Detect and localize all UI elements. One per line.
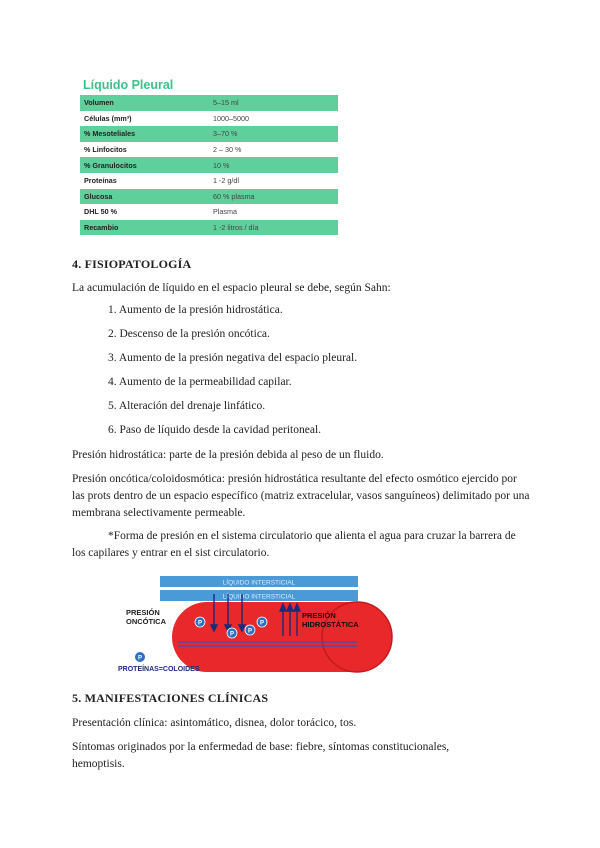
underlying-symptoms: Síntomas originados por la enfermedad de base: fiebre, síntomas constitucionales, hemoptisis. bbox=[72, 741, 450, 770]
clinical-presentation: Presentación clínica: asintomático, disnea, dolor torácico, tos. bbox=[72, 717, 357, 729]
protein-marker-label: P bbox=[247, 628, 253, 635]
list-item: 1. Aumento de la presión hidrostática. bbox=[108, 304, 283, 316]
list-item: 6. Paso de líquido desde la cavidad peritoneal. bbox=[108, 424, 322, 436]
row-value: 1000–5000 bbox=[209, 111, 338, 127]
hydrostatic-arrows bbox=[280, 604, 300, 636]
row-value: 1 -2 litros / día bbox=[209, 220, 338, 236]
section5-heading: 5. MANIFESTACIONES CLÍNICAS bbox=[72, 691, 269, 705]
list-item: 2. Descenso de la presión oncótica. bbox=[108, 328, 270, 340]
row-label: Volumen bbox=[80, 95, 209, 111]
protein-marker-label: P bbox=[229, 631, 235, 638]
row-label: % Linfocitos bbox=[80, 142, 209, 158]
legend-marker-label: P bbox=[137, 655, 143, 662]
table-row bbox=[80, 157, 338, 173]
table-row bbox=[80, 189, 338, 205]
row-label: Recambio bbox=[80, 220, 209, 236]
row-value: 1 -2 g/dl bbox=[209, 173, 338, 189]
row-value: 60 % plasma bbox=[209, 189, 338, 205]
row-label: DHL 50 % bbox=[80, 204, 209, 220]
row-label: Glucosa bbox=[80, 189, 209, 205]
band-1-label: LÍQUIDO INTERSTICIAL bbox=[222, 579, 296, 587]
row-value: 3–70 % bbox=[209, 126, 338, 142]
oncotic-note: *Forma de presión en el sistema circulatorio que alienta el agua para cruzar la barrera de los capilares y entrar en el sist circulatorio. bbox=[72, 530, 516, 559]
list-item: 5. Alteración del drenaje linfático. bbox=[108, 400, 266, 412]
row-value: 2 – 30 % bbox=[209, 142, 338, 158]
row-value: 5–15 ml bbox=[209, 95, 338, 111]
row-label: % Mesoteliales bbox=[80, 126, 209, 142]
legend-label: PROTEÍNAS=COLOIDES bbox=[118, 666, 200, 673]
list-item: 4. Aumento de la permeabilidad capilar. bbox=[108, 376, 292, 388]
row-value: 10 % bbox=[209, 157, 338, 173]
row-value: Plasma bbox=[209, 204, 338, 220]
oncotic-definition: Presión oncótica/coloidosmótica: presión hidrostática resultante del efecto osmótico ejercido por las prots dentro de un espacio específico (matriz extracelular, vasos sanguíneos) delimitado por una membrana selectivamente permeable. bbox=[72, 473, 530, 519]
band-2-label: LÍQUIDO INTERSTICIAL bbox=[222, 593, 296, 601]
table-row bbox=[80, 142, 338, 158]
hydrostatic-label-1: PRESIÓN bbox=[302, 611, 336, 620]
list-item: 3. Aumento de la presión negativa del espacio pleural. bbox=[108, 352, 358, 364]
table-title: Líquido Pleural bbox=[83, 78, 174, 92]
table-row bbox=[80, 95, 338, 111]
blood-vessel bbox=[172, 602, 392, 672]
hydrostatic-label-2: HIDROSTÁTICA bbox=[302, 620, 359, 629]
section4-heading: 4. FISIOPATOLOGÍA bbox=[72, 257, 192, 271]
table-row bbox=[80, 126, 338, 142]
table-row bbox=[80, 204, 338, 220]
table-row bbox=[80, 220, 338, 236]
row-label: Proteínas bbox=[80, 173, 209, 189]
pleural-fluid-table bbox=[80, 95, 338, 235]
hydrostatic-definition: Presión hidrostática: parte de la presión debida al peso de un fluido. bbox=[72, 449, 384, 461]
protein-marker-label: P bbox=[197, 620, 203, 627]
protein-marker-label: P bbox=[259, 620, 265, 627]
table-row bbox=[80, 173, 338, 189]
pressure-diagram bbox=[112, 570, 408, 680]
oncotic-label-2: ONCÓTICA bbox=[126, 617, 166, 626]
section4-intro: La acumulación de líquido en el espacio pleural se debe, según Sahn: bbox=[72, 282, 391, 294]
table-row bbox=[80, 111, 338, 127]
row-label: Células (mm³) bbox=[80, 111, 209, 127]
row-label: % Granulocitos bbox=[80, 157, 209, 173]
oncotic-label-1: PRESIÓN bbox=[126, 608, 160, 617]
